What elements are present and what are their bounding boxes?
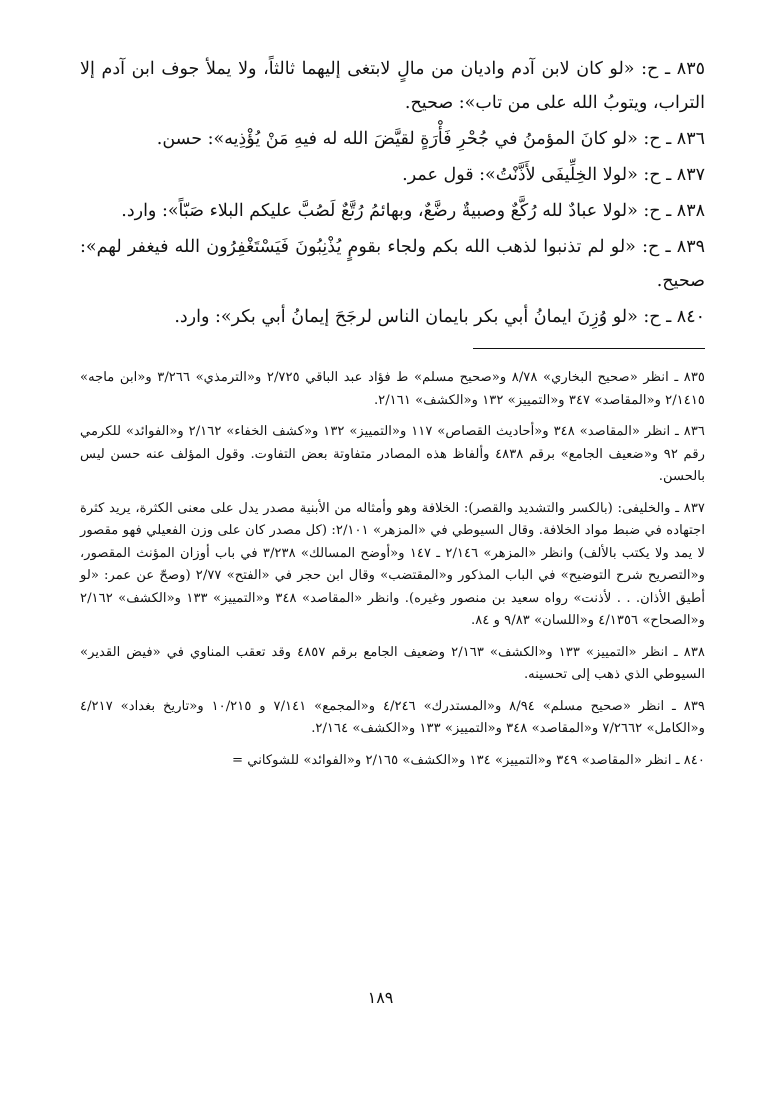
footnote-838: ٨٣٨ ـ انظر «التمييز» ١٣٣ و«الكشف» ٢/١٦٣ وضعيف الجامع برقم ٤٨٥٧ وقد تعقب المناوي في «فيض القدير» السيوطي الذي ذهب إلى تحسينه. bbox=[80, 644, 705, 682]
page-number: ١٨٩ bbox=[367, 988, 394, 1007]
footnote-839: ٨٣٩ ـ انظر «صحيح مسلم» ٨/٩٤ و«المستدرك» ٤/٢٤٦ و«المجمع» ٧/١٤١ و ١٠/٢١٥ و«تاريخ بغداد» ٤/٢١٧ و«الكامل» ٧/٢٦٦٢ و«المقاصد» ٣٤٨ و«التمييز» ١٣٣ و«الكشف» ٢/١٦٤. bbox=[80, 698, 705, 736]
footnotes bbox=[80, 367, 705, 772]
hadith-840: ٨٤٠ ـ ح: «لو وُزِنَ ايمانُ أبي بكر بايمان الناس لرجَحَ إيمانُ أبي بكر»: وارد. bbox=[174, 307, 705, 327]
footnote-837: ٨٣٧ ـ والخليفى: (بالكسر والتشديد والقصر): الخلافة وهو وأمثاله من الأبنية مصدر يدل على معنى الكثرة، يريد كثرة اجتهاده في ضبط مواد الخلافة. وقال السيوطي في «المزهر» ٢/١٠١: (كل مصدر كان على وزن الفعيلي فهو مقصور لا يمد ولا يكتب بالألف) وانظر «المزهر» ٢/١٤٦ ـ ١٤٧ و«أوضح المسالك» ٣/٢٣٨ في باب أوزان المؤنث المقصور، و«التصريح شرح التوضيح» في الباب المذكور و«المقتضب» وقال ابن حجر في «الفتح» ٢/٧٧ (وصحّ عن عمر: «لو أطيق الأذان. . . لأذنت» رواه سعيد بن منصور وغيره). وانظر «المقاصد» ٣٤٨ و«التمييز» ١٣٣ و«الكشف» ٢/١٦٢ و«الصحاح» ٤/١٣٥٦ و«اللسان» ٩/٨٣ و ٨٤. bbox=[80, 500, 706, 628]
hadith-839: ٨٣٩ ـ ح: «لو لم تذنبوا لذهب الله بكم ولجاء بقومٍ يُذْنِبُونَ فَيَسْتَغْفِرُون الله فيغفر لهم»: صحيح. bbox=[80, 237, 705, 291]
footnote-divider bbox=[473, 348, 705, 349]
page-body bbox=[80, 52, 705, 781]
hadith-835: ٨٣٥ ـ ح: «لو كان لابن آدم واديان من مالٍ لابتغى إليهما ثالثاً، ولا يملأ جوف ابن آدم إلا التراب، ويتوبُ الله على من تاب»: صحيح. bbox=[80, 59, 705, 113]
hadith-836: ٨٣٦ ـ ح: «لو كانَ المؤمنُ في جُحْرِ فَأْرَةٍ لقيَّضَ الله له فيهِ مَنْ يُؤْذِيه»: حسن. bbox=[156, 129, 705, 149]
hadith-list bbox=[80, 52, 705, 334]
footnote-840: ٨٤٠ ـ انظر «المقاصد» ٣٤٩ و«التمييز» ١٣٤ و«الكشف» ٢/١٦٥ و«الفوائد» للشوكاني = bbox=[231, 752, 705, 768]
footnote-835: ٨٣٥ ـ انظر «صحيح البخاري» ٨/٧٨ و«صحيح مسلم» ط فؤاد عبد الباقي ٢/٧٢٥ و«الترمذي» ٣/٢٦٦ و«ابن ماجه» ٢/١٤١٥ و«المقاصد» ٣٤٧ و«التمييز» ١٣٢ و«الكشف» ٢/١٦١. bbox=[80, 370, 705, 408]
hadith-838: ٨٣٨ ـ ح: «لولا عبادٌ لله رُكَّعٌ وصبيةٌ رضَّعٌ، وبهائمُ رُتَّعٌ لَصُبَّ عليكم البلاء صَبّاً»: وارد. bbox=[121, 201, 705, 221]
hadith-837: ٨٣٧ ـ ح: «لولا الخِلِّيفَى لأَذَّنْتُ»: قول عمر. bbox=[402, 165, 705, 185]
footnote-836: ٨٣٦ ـ انظر «المقاصد» ٣٤٨ و«أحاديث القصاص» ١١٧ و«التمييز» ١٣٢ و«كشف الخفاء» ٢/١٦٢ و«الفوائد» للكرمي رقم ٩٢ و«ضعيف الجامع» برقم ٤٨٣٨ وألفاظ هذه المصادر متفاوتة بعض التفاوت. وقول المؤلف عنه حسن ليس بالحسن. bbox=[80, 424, 706, 484]
